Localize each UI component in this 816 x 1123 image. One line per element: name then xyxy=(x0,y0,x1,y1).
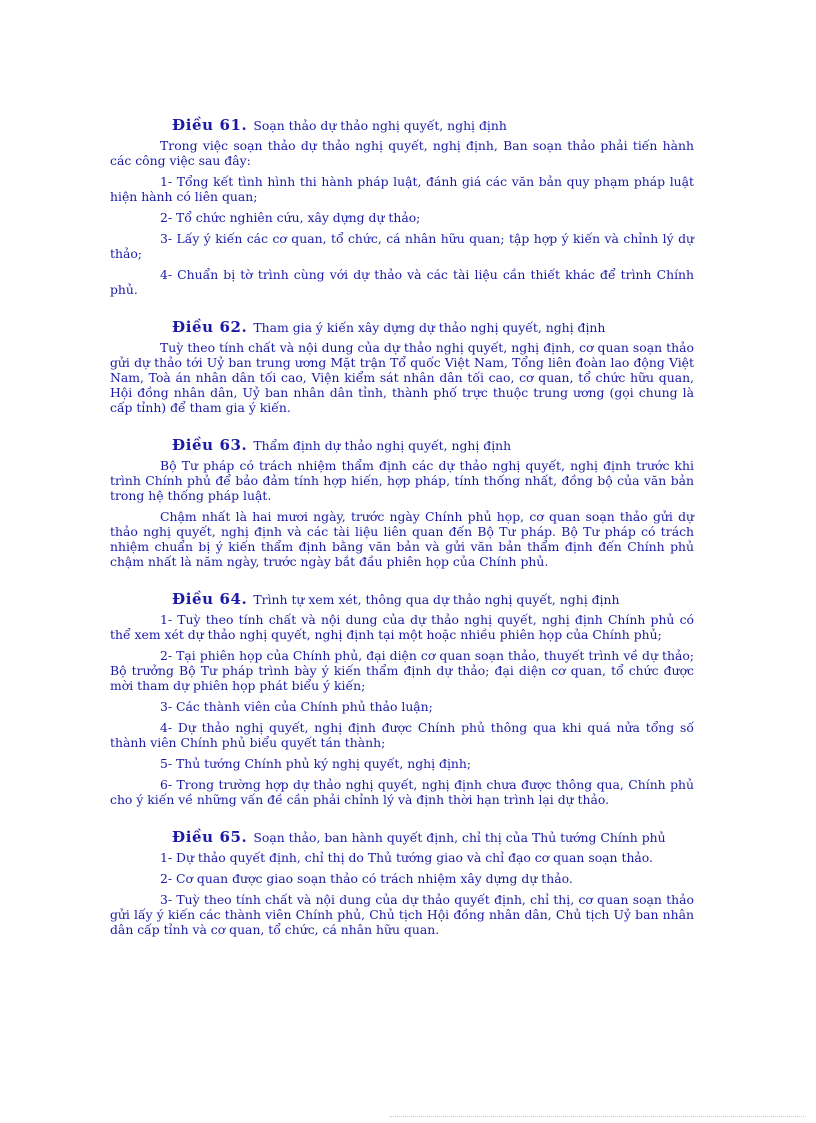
article-paragraph: 1- Tổng kết tình hình thi hành pháp luật, đánh giá các văn bản quy phạm pháp luật hiện hành có liên quan; xyxy=(110,174,694,204)
article-paragraph: 4- Chuẩn bị tờ trình cùng với dự thảo và các tài liệu cần thiết khác để trình Chính phủ. xyxy=(110,267,694,297)
article-paragraph: 6- Trong trường hợp dự thảo nghị quyết, nghị định chưa được thông qua, Chính phủ cho ý kiến về những vấn đề cần phải chỉnh lý và định thời hạn trình lại dự thảo. xyxy=(110,777,694,807)
article-63 xyxy=(110,438,694,569)
document-page xyxy=(110,118,694,960)
article-64 xyxy=(110,592,694,807)
article-title: Soạn thảo, ban hành quyết định, chỉ thị của Thủ tướng Chính phủ xyxy=(253,830,666,845)
article-number: Điều 65. xyxy=(172,828,248,846)
article-heading xyxy=(110,592,694,607)
article-title: Trình tự xem xét, thông qua dự thảo nghị quyết, nghị định xyxy=(253,592,620,607)
article-paragraph: 1- Tuỳ theo tính chất và nội dung của dự thảo nghị quyết, nghị định Chính phủ có thể xem xét dự thảo nghị quyết, nghị định tại một hoặc nhiều phiên họp của Chính phủ; xyxy=(110,612,694,642)
article-paragraph: Chậm nhất là hai mươi ngày, trước ngày Chính phủ họp, cơ quan soạn thảo gửi dự thảo nghị quyết, nghị định và các tài liệu liên quan đến Bộ Tư pháp. Bộ Tư pháp có trách nhiệm chuẩn bị ý kiến thẩm định bằng văn bản và gửi văn bản thẩm định đến Chính phủ chậm nhất là năm ngày, trước ngày bắt đầu phiên họp của Chính phủ. xyxy=(110,509,694,569)
page-bottom-border xyxy=(390,1116,806,1117)
article-paragraph: 3- Tuỳ theo tính chất và nội dung của dự thảo quyết định, chỉ thị, cơ quan soạn thảo gửi lấy ý kiến các thành viên Chính phủ, Chủ tịch Hội đồng nhân dân, Chủ tịch Uỷ ban nhân dân cấp tỉnh và cơ quan, tổ chức, cá nhân hữu quan. xyxy=(110,892,694,937)
article-paragraph: 1- Dự thảo quyết định, chỉ thị do Thủ tướng giao và chỉ đạo cơ quan soạn thảo. xyxy=(160,850,653,865)
article-paragraph: 3- Các thành viên của Chính phủ thảo luận; xyxy=(160,699,433,714)
article-paragraph: 4- Dự thảo nghị quyết, nghị định được Chính phủ thông qua khi quá nửa tổng số thành viên Chính phủ biểu quyết tán thành; xyxy=(110,720,694,750)
article-heading xyxy=(110,320,694,335)
article-heading xyxy=(110,118,694,133)
article-paragraph: 5- Thủ tướng Chính phủ ký nghị quyết, nghị định; xyxy=(160,756,472,771)
article-number: Điều 61. xyxy=(172,116,248,134)
article-61 xyxy=(110,118,694,297)
article-paragraph: Trong việc soạn thảo dự thảo nghị quyết, nghị định, Ban soạn thảo phải tiến hành các công việc sau đây: xyxy=(110,138,694,168)
article-paragraph: 2- Tổ chức nghiên cứu, xây dựng dự thảo; xyxy=(160,210,421,225)
article-paragraph: 3- Lấy ý kiến các cơ quan, tổ chức, cá nhân hữu quan; tập hợp ý kiến và chỉnh lý dự thảo; xyxy=(110,231,694,261)
article-title: Thẩm định dự thảo nghị quyết, nghị định xyxy=(253,438,512,453)
article-paragraph: 2- Tại phiên họp của Chính phủ, đại diện cơ quan soạn thảo, thuyết trình về dự thảo; Bộ trưởng Bộ Tư pháp trình bày ý kiến thẩm định dự thảo; đại diện cơ quan, tổ chức được mời tham dự phiên họp phát biểu ý kiến; xyxy=(110,648,694,693)
article-title: Tham gia ý kiến xây dựng dự thảo nghị quyết, nghị định xyxy=(253,320,606,335)
article-62 xyxy=(110,320,694,415)
article-paragraph: 2- Cơ quan được giao soạn thảo có trách nhiệm xây dựng dự thảo. xyxy=(160,871,573,886)
article-paragraph: Tuỳ theo tính chất và nội dung của dự thảo nghị quyết, nghị định, cơ quan soạn thảo gửi dự thảo tới Uỷ ban trung ương Mặt trận Tổ quốc Việt Nam, Tổng liên đoàn lao động Việt Nam, Toà án nhân dân tối cao, Viện kiểm sát nhân dân tối cao, cơ quan, tổ chức hữu quan, Hội đồng nhân dân, Uỷ ban nhân dân tỉnh, thành phố trực thuộc trung ương (gọi chung là cấp tỉnh) để tham gia ý kiến. xyxy=(110,340,694,415)
article-number: Điều 63. xyxy=(172,436,248,454)
article-title: Soạn thảo dự thảo nghị quyết, nghị định xyxy=(253,118,507,133)
article-heading xyxy=(110,438,694,453)
article-paragraph: Bộ Tư pháp có trách nhiệm thẩm định các dự thảo nghị quyết, nghị định trước khi trình Chính phủ để bảo đảm tính hợp hiến, hợp pháp, tính thống nhất, đồng bộ của văn bản trong hệ thống pháp luật. xyxy=(110,458,694,503)
article-65 xyxy=(110,830,694,937)
article-heading xyxy=(110,830,694,845)
article-number: Điều 64. xyxy=(172,590,248,608)
article-number: Điều 62. xyxy=(172,318,248,336)
